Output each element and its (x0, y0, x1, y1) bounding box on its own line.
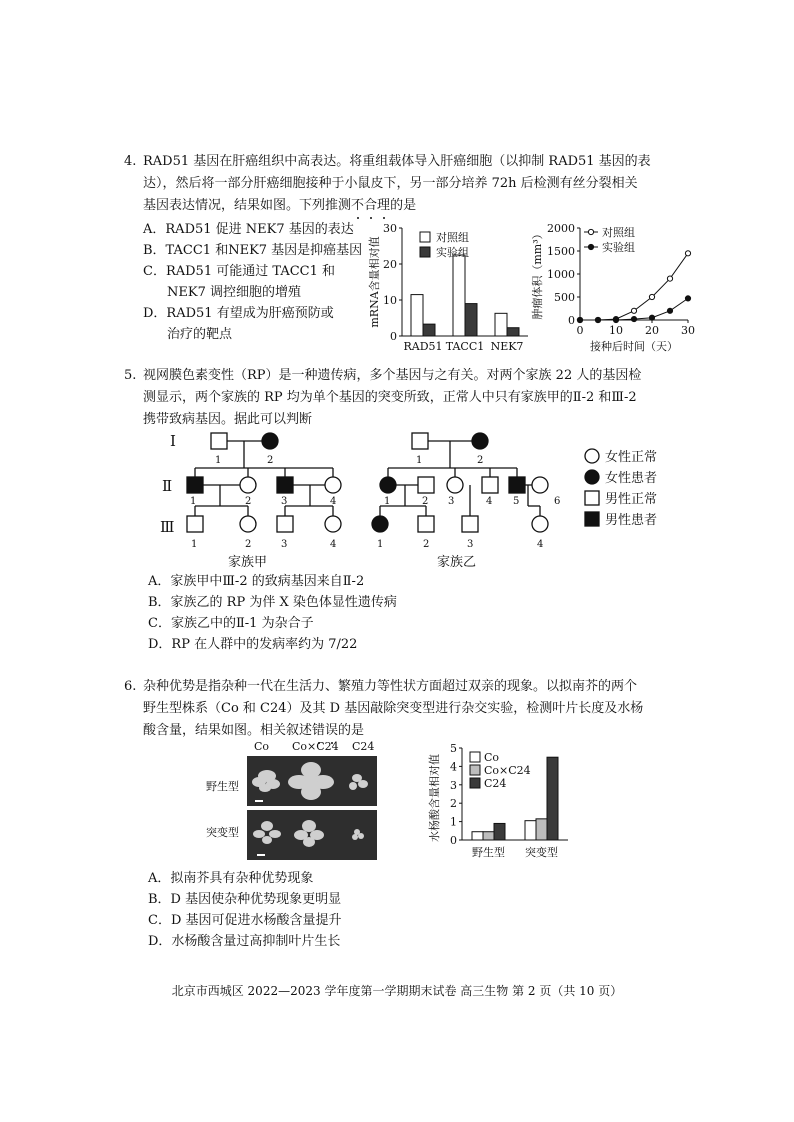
pedigree-female-normal (532, 516, 548, 532)
legend-swatch (470, 765, 480, 775)
pedigree-number: 2 (422, 496, 429, 507)
q4-stem-line3-pre: 基因表达情况，结果如图。下列推测 (143, 198, 352, 213)
y-tick-label: 2 (450, 797, 457, 811)
data-point (631, 308, 636, 313)
pedigree-male-normal (418, 477, 434, 493)
pedigree-female-affected (262, 433, 278, 449)
pedigree-number: 2 (477, 455, 484, 466)
q6-option-c: C．D 基因可促进水杨酸含量提升 (148, 913, 342, 928)
pedigree-number: 1 (215, 455, 222, 466)
page-footer: 北京市西城区 2022—2023 学年度第一学期期末试卷 高三生物 第 2 页（共 10 页） (171, 984, 623, 998)
q4-option-c: C．RAD51 可能通过 TACC1 和 (143, 264, 335, 279)
pedigree-female-affected (472, 433, 488, 449)
legend-label: 女性正常 (605, 450, 658, 465)
pedigree-male-affected (509, 477, 525, 493)
y-axis-label: 水杨酸含量相对值 (428, 754, 441, 842)
bar-实验组 (465, 304, 477, 336)
x-tick-label: 30 (681, 324, 695, 337)
y-tick-label: 20 (383, 258, 397, 271)
pedigree-female-normal (325, 477, 341, 493)
y-tick-label: 4 (450, 760, 457, 774)
pedigree-number: 4 (486, 496, 493, 507)
pedigree-number: 1 (377, 539, 384, 550)
q5-option-a: A．家族甲中Ⅲ-2 的致病基因来自Ⅱ-2 (148, 574, 365, 589)
legend-label: 男性正常 (605, 492, 658, 507)
data-point (577, 317, 582, 322)
legend-marker (588, 229, 593, 234)
q5-option-d: D．RP 在人群中的发病率约为 7/22 (148, 637, 358, 652)
family-b-label: 家族乙 (437, 555, 477, 570)
legend-swatch (420, 232, 430, 242)
q6-option-b: B．D 基因使杂种优势现象更明显 (148, 892, 342, 907)
pedigree-male-normal (462, 516, 478, 532)
q4-option-b: B．TACC1 和NEK7 基因是抑癌基因 (143, 243, 363, 258)
legend-swatch (470, 778, 480, 788)
legend-label: 男性患者 (605, 513, 658, 528)
q4-option-a: A．RAD51 促进 NEK7 基因的表达 (143, 222, 354, 237)
legend-label: C24 (484, 777, 507, 790)
legend-label: 实验组 (436, 246, 469, 259)
q6-number: 6. (124, 679, 137, 694)
bar-Co×C24 (483, 832, 494, 840)
pedigree-male-normal (418, 516, 434, 532)
generation-label: I (170, 432, 176, 450)
q4-stem-line2: 达），然后将一部分肝癌细胞接种于小鼠皮下，另一部分培养 72h 后检测有丝分裂相关 (143, 176, 638, 191)
x-tick-label: 野生型 (472, 846, 505, 859)
q4-option-d: D．RAD51 有望成为肝癌预防或 (143, 306, 334, 321)
x-tick-label: TACC1 (445, 340, 485, 353)
legend-label: Co×C24 (484, 764, 531, 777)
q6-stem-line2: 野生型株系（Co 和 C24）及其 D 基因敲除突变型进行杂交实验，检测叶片长度及水杨 (143, 701, 644, 716)
photo-row-label: 突变型 (206, 826, 239, 839)
q5-number: 5. (124, 368, 137, 383)
bar-C24 (547, 757, 558, 840)
mrna-bar-chart (360, 218, 532, 358)
q5-stem-line1: 视网膜色素变性（RP）是一种遗传病，多个基因与之有关。对两个家族 22 人的基因检 (143, 368, 642, 383)
y-tick-label: 30 (383, 222, 397, 235)
data-point (667, 276, 672, 281)
y-tick-label: 10 (383, 294, 397, 307)
q4-number: 4. (124, 154, 137, 169)
q4-stem-line3-post: 的是 (390, 198, 417, 213)
pedigree-number: 1 (384, 496, 391, 507)
pedigree-male-affected (277, 477, 293, 493)
pedigree-female-normal (532, 477, 548, 493)
bar-对照组 (411, 295, 423, 336)
y-tick-label: 2000 (547, 222, 575, 235)
bar-实验组 (507, 328, 519, 336)
pedigree-male-normal (412, 433, 428, 449)
legend-male-normal-icon (585, 491, 599, 505)
wild-type-plant-photo (247, 756, 377, 806)
pedigree-number: 3 (281, 539, 288, 550)
x-tick-label: 0 (576, 324, 584, 337)
legend-marker (588, 244, 593, 249)
pedigree-male-normal (482, 477, 498, 493)
y-tick-label: 1 (450, 815, 457, 829)
generation-label: Ⅱ (162, 477, 173, 495)
q4-emph-char: 不 (351, 198, 364, 213)
data-point (685, 251, 690, 256)
q6-stem-line3 (143, 721, 364, 741)
legend-label: 实验组 (602, 241, 635, 254)
pedigree-male-normal (187, 516, 203, 532)
pedigree-number: 3 (448, 496, 455, 507)
y-tick-label: 1500 (547, 245, 575, 258)
pedigree-number: 4 (330, 539, 337, 550)
pedigree-male-affected (187, 477, 203, 493)
data-point (613, 317, 618, 322)
legend-label: 对照组 (602, 226, 635, 239)
q5-option-c: C．家族乙中的Ⅱ-1 为杂合子 (148, 616, 314, 631)
photo-col-label: Co×C24 (292, 740, 339, 753)
pedigree-diagram (150, 428, 670, 578)
photo-col-label: C24 (352, 740, 375, 753)
pedigree-number: 6 (554, 496, 561, 507)
pedigree-female-normal (240, 477, 256, 493)
q6-stem-line3-pre: 酸含量，结果如图。相关叙述 (143, 723, 313, 738)
y-tick-label: 500 (554, 291, 575, 304)
y-tick-label: 0 (450, 834, 457, 847)
bar-Co×C24 (536, 819, 547, 840)
y-axis-label: 肿瘤体积（mm³） (531, 228, 544, 320)
salicylic-acid-bar-chart (428, 740, 578, 865)
data-point (667, 308, 672, 313)
legend-label: 女性患者 (605, 471, 658, 486)
q6-emph-char: 误 (325, 723, 338, 738)
y-tick-label: 5 (450, 742, 457, 755)
pedigree-number: 2 (423, 539, 430, 550)
pedigree-male-normal (211, 433, 227, 449)
q5-stem-line3: 携带致病基因。据此可以判断 (143, 412, 313, 427)
x-tick-label: RAD51 (403, 340, 443, 353)
data-point (595, 317, 600, 322)
q4-emph-char: 理 (377, 198, 390, 213)
pedigree-number: 1 (191, 539, 198, 550)
legend-swatch (420, 247, 430, 257)
mutant-plant-photo (247, 810, 377, 860)
legend-label: 对照组 (436, 231, 469, 244)
bar-对照组 (495, 313, 507, 336)
data-point (631, 316, 636, 321)
family-a-label: 家族甲 (228, 555, 268, 570)
pedigree-number: 2 (245, 496, 252, 507)
legend-swatch (470, 752, 480, 762)
pedigree-number: 2 (245, 539, 252, 550)
bar-实验组 (423, 324, 435, 336)
x-tick-label: NEK7 (490, 340, 524, 353)
q4-option-c-cont: NEK7 调控细胞的增殖 (167, 285, 301, 300)
legend-label: Co (484, 751, 500, 764)
q6-stem-line3-post: 的是 (338, 723, 365, 738)
pedigree-female-affected (380, 477, 396, 493)
pedigree-female-normal (240, 516, 256, 532)
bar-对照组 (453, 255, 465, 336)
q6-option-d: D．水杨酸含量过高抑制叶片生长 (148, 934, 341, 949)
data-point (649, 315, 654, 320)
data-point (685, 296, 690, 301)
q5-stem-line2: 测显示，两个家族的 RP 均为单个基因的突变所致，正常人中只有家族甲的Ⅱ-2 和Ⅲ-2 (143, 390, 637, 405)
x-tick-label: 10 (609, 324, 623, 337)
tumor-volume-line-chart (530, 218, 700, 358)
pedigree-number: 3 (281, 496, 288, 507)
y-tick-label: 3 (450, 778, 457, 792)
x-axis-label: 接种后时间（天） (590, 340, 678, 353)
pedigree-male-normal (277, 516, 293, 532)
legend-female-affected-icon (585, 470, 599, 484)
bar-Co (525, 821, 536, 840)
x-tick-label: 突变型 (525, 846, 558, 859)
legend-male-affected-icon (585, 512, 599, 526)
q6-stem-line1: 杂种优势是指杂种一代在生活力、繁殖力等性状方面超过双亲的现象。以拟南芥的两个 (143, 679, 638, 694)
pedigree-female-normal (325, 516, 341, 532)
y-tick-label: 0 (568, 314, 575, 327)
y-tick-label: 0 (390, 330, 397, 343)
data-point (649, 294, 654, 299)
pedigree-number: 4 (330, 496, 337, 507)
pedigree-number: 4 (537, 539, 544, 550)
pedigree-number: 5 (513, 496, 520, 507)
q4-option-d-cont: 治疗的靶点 (167, 327, 233, 342)
q5-option-b: B．家族乙的 RP 为伴 X 染色体显性遗传病 (148, 595, 397, 610)
q6-emph-char: 错 (312, 723, 325, 738)
q4-stem-line3 (143, 196, 416, 216)
q4-stem-line1: RAD51 基因在肝癌组织中高表达。将重组载体导入肝癌细胞（以抑制 RAD51 基因的表 (143, 154, 651, 169)
generation-label: Ⅲ (160, 518, 175, 536)
pedigree-number: 2 (267, 455, 274, 466)
bar-Co (472, 832, 483, 840)
photo-row-label: 野生型 (206, 780, 239, 793)
y-tick-label: 1000 (547, 268, 575, 281)
bar-C24 (494, 823, 505, 840)
x-tick-label: 20 (645, 324, 659, 337)
q6-option-a: A．拟南芥具有杂种优势现象 (148, 871, 314, 886)
pedigree-number: 1 (416, 455, 423, 466)
q4-emph-char: 合 (364, 198, 377, 213)
legend-female-normal-icon (585, 449, 599, 463)
pedigree-female-normal (447, 477, 463, 493)
pedigree-female-affected (372, 516, 388, 532)
y-axis-label: mRNA含量相对值 (368, 236, 381, 328)
pedigree-number: 1 (190, 496, 197, 507)
pedigree-number: 3 (467, 539, 474, 550)
photo-col-label: Co (254, 740, 270, 753)
